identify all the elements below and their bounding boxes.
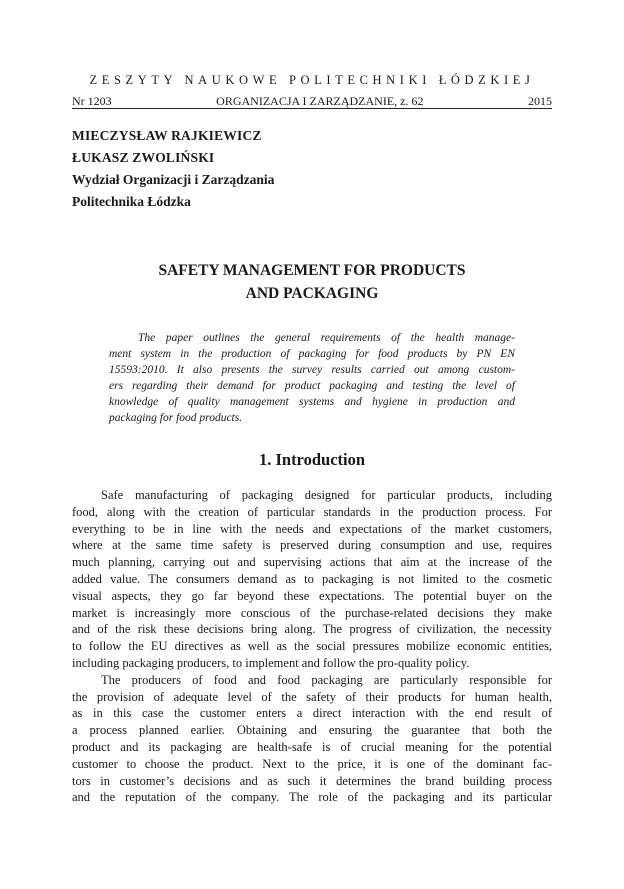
body-line: customer to choose the product. Next to the price, it is one of the dominant fac- bbox=[72, 756, 552, 771]
body-line: market is increasingly more conscious of the purchase-related decisions they make bbox=[72, 605, 552, 620]
abstract-line: knowledge of quality management systems and hygiene in production and bbox=[109, 396, 515, 408]
paper-title bbox=[72, 259, 552, 305]
body-line: and of the risk these decisions bring along. The progress of civilization, the necessity bbox=[72, 622, 552, 637]
issue-year: 2015 bbox=[527, 94, 552, 108]
body-line: tors in customer’s decisions and as such it determines the brand building process bbox=[72, 773, 552, 788]
author-name: MIECZYSŁAW RAJKIEWICZ bbox=[72, 128, 262, 143]
body-line: product and its packaging are health-safe is of crucial meaning for the potential bbox=[72, 739, 552, 754]
paper-title-line: AND PACKAGING bbox=[245, 285, 379, 302]
body-line: and the reputation of the company. The role of the packaging and its particular bbox=[72, 790, 552, 805]
issue-line bbox=[72, 94, 552, 109]
body-line: Safe manufacturing of packaging designed for particular products, including bbox=[101, 488, 552, 502]
body-line: the provision of adequate level of the safety of their products for human health, bbox=[72, 689, 552, 704]
author-university: Politechnika Łódzka bbox=[72, 194, 191, 209]
abstract-line: 15593:2010. It also presents the survey results carried out among custom- bbox=[109, 364, 515, 376]
body-line: to follow the EU directives as well as the social pressures mobilize economic entities, bbox=[72, 639, 552, 654]
series-name: ORGANIZACJA I ZARZĄDZANIE, z. 62 bbox=[216, 94, 424, 108]
body-line: a process planned earlier. Obtaining and ensuring the guarantee that both the bbox=[72, 723, 552, 738]
abstract-line: The paper outlines the general requirements of the health manage- bbox=[138, 332, 515, 344]
journal-name: ZESZYTY NAUKOWE POLITECHNIKI ŁÓDZKIEJ bbox=[89, 73, 535, 87]
body-text bbox=[72, 487, 552, 806]
body-line: as in this case the customer enters a direct interaction with the end result of bbox=[72, 706, 552, 721]
body-line: visual aspects, they go far beyond these expectations. The potential buyer on the bbox=[72, 588, 552, 603]
body-line: including packaging producers, to implement and follow the pro-quality policy. bbox=[72, 655, 470, 670]
author-name: ŁUKASZ ZWOLIŃSKI bbox=[72, 150, 215, 165]
header-rule bbox=[72, 108, 552, 109]
body-line: where at the same time safety is preserved during consumption and use, requires bbox=[72, 538, 552, 553]
abstract-line: ment system in the production of packaging for food products by PN EN bbox=[109, 348, 515, 360]
body-line: much planning, carrying out and supervising actions that aim at the increase of the bbox=[72, 555, 552, 570]
section-heading: 1. Introduction bbox=[258, 450, 366, 469]
abstract bbox=[109, 330, 515, 426]
body-line: added value. The consumers demand as to packaging is not limited to the cosmetic bbox=[72, 571, 552, 586]
body-line: The producers of food and food packaging are particularly responsible for bbox=[101, 672, 552, 687]
issue-number: Nr 1203 bbox=[72, 94, 112, 108]
abstract-line: ers regarding their demand for product packaging and testing the level of bbox=[109, 380, 515, 392]
abstract-line: packaging for food products. bbox=[109, 412, 243, 424]
author-department: Wydział Organizacji i Zarządzania bbox=[72, 172, 275, 187]
paper-title-line: SAFETY MANAGEMENT FOR PRODUCTS bbox=[158, 262, 466, 279]
body-line: food, along with the creation of particular standards in the production process. For bbox=[72, 504, 552, 519]
body-line: everything to be in line with the needs and expectations of the market customers, bbox=[72, 521, 552, 536]
author-block bbox=[72, 125, 274, 213]
